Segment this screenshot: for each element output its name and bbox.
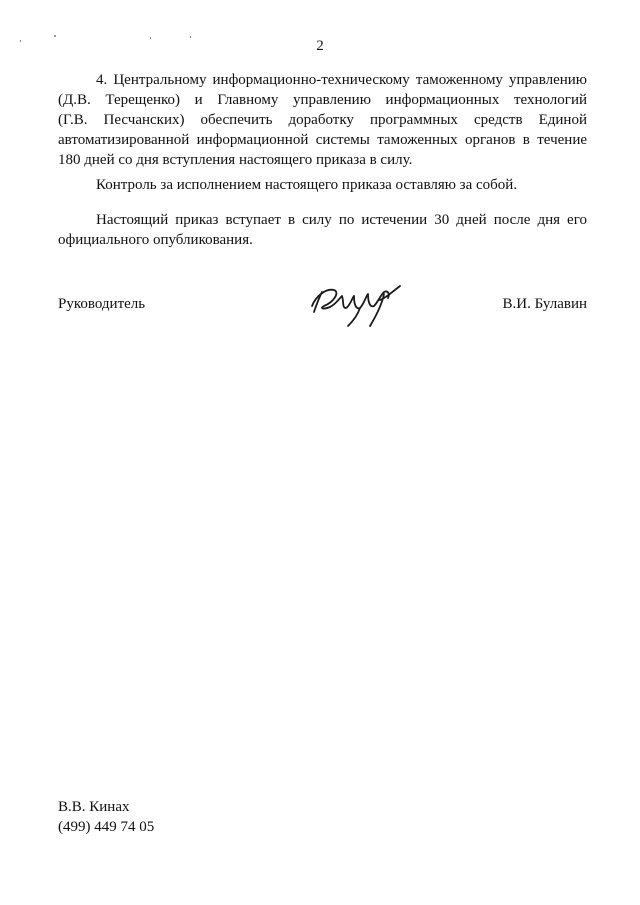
page-number: 2 <box>316 38 324 54</box>
paragraph-line: официального опубликования. <box>58 232 253 248</box>
executor-phone: (499) 449 74 05 <box>58 819 155 835</box>
paragraph-line: Настоящий приказ вступает в силу по истечении 30 дней после дня его <box>96 212 587 228</box>
paragraph-line: Контроль за исполнением настоящего приказа оставляю за собой. <box>96 177 518 193</box>
executor-name: В.В. Кинах <box>58 799 130 815</box>
paragraph-line: (Д.В. Терещенко) и Главному управлению информационных технологий <box>58 92 587 108</box>
paragraph-item-4 <box>58 70 587 170</box>
paragraph-effective-date <box>58 210 587 250</box>
signatory-position: Руководитель <box>58 296 146 312</box>
paragraph-line: автоматизированной информационной системы таможенных органов в течение <box>58 132 587 148</box>
executor-contact <box>58 797 154 837</box>
signature-block <box>58 296 587 316</box>
paragraph-line: 180 дней со дня вступления настоящего приказа в силу. <box>58 152 413 168</box>
paragraph-line: 4. Центральному информационно-техническому таможенному управлению <box>96 72 587 88</box>
paragraph-control <box>58 175 587 195</box>
scan-artifact <box>54 35 56 37</box>
paragraph-line: (Г.В. Песчанских) обеспечить доработку программных средств Единой <box>58 112 587 128</box>
signatory-name: В.И. Булавин <box>502 296 587 312</box>
handwritten-signature <box>308 282 403 330</box>
